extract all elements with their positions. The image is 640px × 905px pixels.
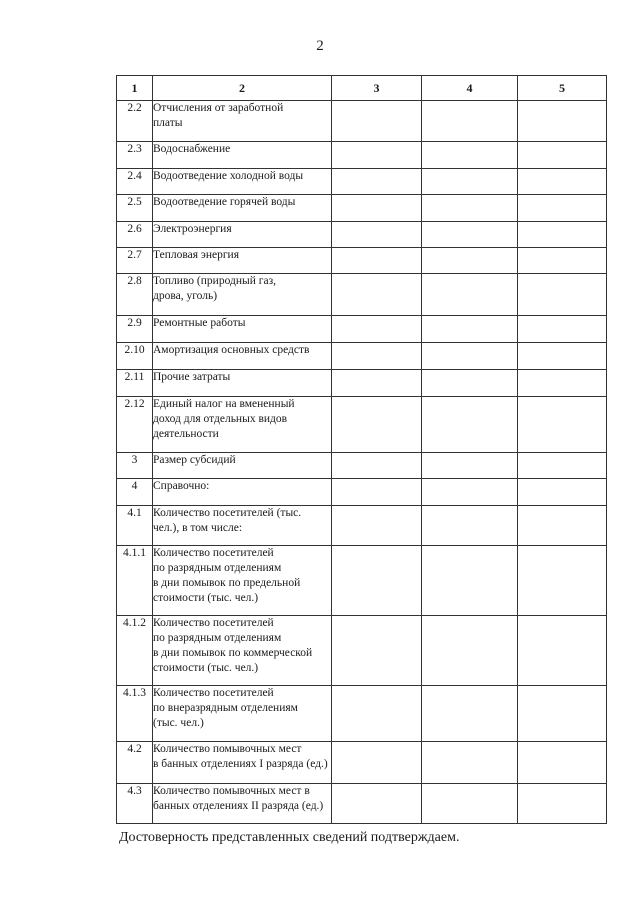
value-cell-col4 — [422, 479, 518, 506]
table-row — [117, 742, 607, 784]
value-cell-col3 — [332, 506, 422, 546]
value-cell-col3 — [332, 248, 422, 274]
value-cell-col5 — [518, 370, 607, 397]
value-cell-col4 — [422, 686, 518, 742]
row-number: 2.6 — [117, 222, 153, 248]
value-cell-col3 — [332, 169, 422, 195]
row-number: 2.4 — [117, 169, 153, 195]
value-cell-col3 — [332, 397, 422, 453]
table-row — [117, 506, 607, 546]
row-number: 2.7 — [117, 248, 153, 274]
value-cell-col4 — [422, 616, 518, 686]
value-cell-col5 — [518, 686, 607, 742]
value-cell-col3 — [332, 101, 422, 142]
value-cell-col3 — [332, 453, 422, 479]
value-cell-col4 — [422, 169, 518, 195]
row-label: Электроэнергия — [153, 222, 332, 248]
value-cell-col3 — [332, 195, 422, 222]
row-number: 4.3 — [117, 784, 153, 824]
row-number: 2.12 — [117, 397, 153, 453]
value-cell-col5 — [518, 248, 607, 274]
row-number: 2.5 — [117, 195, 153, 222]
table-row — [117, 546, 607, 616]
row-number: 4.1 — [117, 506, 153, 546]
row-label: Количество посетителей по разрядным отделениям в дни помывок по коммерческой стоимости (тыс. чел.) — [153, 616, 332, 686]
value-cell-col4 — [422, 343, 518, 370]
row-number: 2.11 — [117, 370, 153, 397]
table-row — [117, 686, 607, 742]
row-number: 3 — [117, 453, 153, 479]
value-cell-col4 — [422, 195, 518, 222]
row-label: Единый налог на вмененный доход для отдельных видов деятельности — [153, 397, 332, 453]
table-row — [117, 316, 607, 343]
value-cell-col3 — [332, 616, 422, 686]
row-label: Количество посетителей по разрядным отделениям в дни помывок по предельной стоимости (тыс. чел.) — [153, 546, 332, 616]
value-cell-col3 — [332, 316, 422, 343]
value-cell-col4 — [422, 397, 518, 453]
row-label: Водоотведение холодной воды — [153, 169, 332, 195]
data-table — [116, 75, 607, 824]
value-cell-col5 — [518, 316, 607, 343]
value-cell-col3 — [332, 784, 422, 824]
value-cell-col4 — [422, 222, 518, 248]
table-row — [117, 222, 607, 248]
table-row — [117, 784, 607, 824]
row-number: 4.1.1 — [117, 546, 153, 616]
value-cell-col5 — [518, 506, 607, 546]
row-label: Тепловая энергия — [153, 248, 332, 274]
value-cell-col4 — [422, 506, 518, 546]
value-cell-col5 — [518, 222, 607, 248]
row-number: 4.2 — [117, 742, 153, 784]
value-cell-col3 — [332, 142, 422, 169]
value-cell-col3 — [332, 222, 422, 248]
row-number: 2.10 — [117, 343, 153, 370]
column-header-1: 1 — [117, 76, 153, 101]
value-cell-col3 — [332, 742, 422, 784]
value-cell-col5 — [518, 784, 607, 824]
row-number: 2.9 — [117, 316, 153, 343]
value-cell-col5 — [518, 546, 607, 616]
table-row — [117, 169, 607, 195]
value-cell-col4 — [422, 274, 518, 316]
value-cell-col5 — [518, 169, 607, 195]
value-cell-col3 — [332, 686, 422, 742]
row-label: Ремонтные работы — [153, 316, 332, 343]
value-cell-col5 — [518, 453, 607, 479]
row-label: Амортизация основных средств — [153, 343, 332, 370]
table-row — [117, 248, 607, 274]
row-number: 2.8 — [117, 274, 153, 316]
value-cell-col4 — [422, 370, 518, 397]
table-row — [117, 101, 607, 142]
confirmation-note: Достоверность представленных сведений подтверждаем. — [119, 830, 460, 845]
column-header-3: 3 — [332, 76, 422, 101]
row-label: Прочие затраты — [153, 370, 332, 397]
row-number: 2.2 — [117, 101, 153, 142]
value-cell-col4 — [422, 248, 518, 274]
row-label: Количество посетителей по внеразрядным отделениям (тыс. чел.) — [153, 686, 332, 742]
value-cell-col4 — [422, 742, 518, 784]
row-number: 4 — [117, 479, 153, 506]
table-row — [117, 195, 607, 222]
table-row — [117, 274, 607, 316]
value-cell-col4 — [422, 142, 518, 169]
value-cell-col5 — [518, 742, 607, 784]
table-row — [117, 616, 607, 686]
column-header-4: 4 — [422, 76, 518, 101]
value-cell-col3 — [332, 370, 422, 397]
value-cell-col4 — [422, 784, 518, 824]
value-cell-col4 — [422, 101, 518, 142]
row-label: Отчисления от заработной платы — [153, 101, 332, 142]
table-row — [117, 453, 607, 479]
value-cell-col4 — [422, 453, 518, 479]
row-label: Количество помывочных мест в банных отделениях II разряда (ед.) — [153, 784, 332, 824]
header-row — [117, 76, 607, 101]
row-label: Топливо (природный газ, дрова, уголь) — [153, 274, 332, 316]
column-header-2: 2 — [153, 76, 332, 101]
row-label: Количество посетителей (тыс. чел.), в том числе: — [153, 506, 332, 546]
value-cell-col5 — [518, 101, 607, 142]
row-label: Размер субсидий — [153, 453, 332, 479]
row-label: Водоотведение горячей воды — [153, 195, 332, 222]
value-cell-col5 — [518, 142, 607, 169]
value-cell-col5 — [518, 195, 607, 222]
value-cell-col3 — [332, 274, 422, 316]
value-cell-col4 — [422, 316, 518, 343]
row-number: 4.1.3 — [117, 686, 153, 742]
table-row — [117, 142, 607, 169]
value-cell-col5 — [518, 274, 607, 316]
value-cell-col5 — [518, 616, 607, 686]
page-number: 2 — [316, 38, 324, 54]
row-label: Водоснабжение — [153, 142, 332, 169]
row-label: Справочно: — [153, 479, 332, 506]
value-cell-col5 — [518, 479, 607, 506]
row-label: Количество помывочных мест в банных отделениях I разряда (ед.) — [153, 742, 332, 784]
table-row — [117, 479, 607, 506]
value-cell-col5 — [518, 343, 607, 370]
value-cell-col4 — [422, 546, 518, 616]
row-number: 2.3 — [117, 142, 153, 169]
row-number: 4.1.2 — [117, 616, 153, 686]
table-row — [117, 370, 607, 397]
table-row — [117, 343, 607, 370]
table-row — [117, 397, 607, 453]
value-cell-col3 — [332, 479, 422, 506]
column-header-5: 5 — [518, 76, 607, 101]
value-cell-col3 — [332, 546, 422, 616]
value-cell-col3 — [332, 343, 422, 370]
value-cell-col5 — [518, 397, 607, 453]
